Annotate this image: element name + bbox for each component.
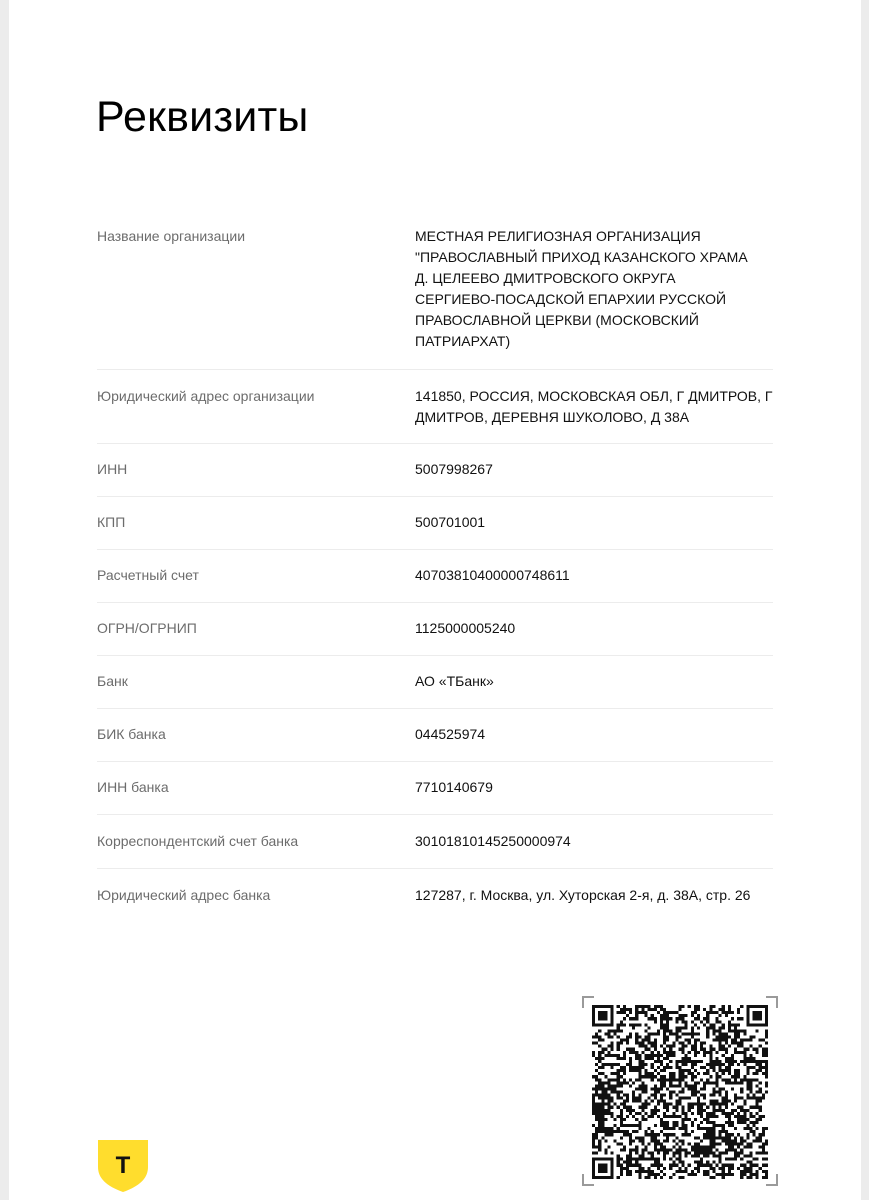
row-inn	[97, 444, 773, 497]
row-value: 500701001	[415, 514, 486, 530]
row-value: 30101810145250000974	[415, 833, 571, 849]
row-organization-name	[97, 214, 773, 370]
row-legal-address	[97, 370, 773, 444]
row-value	[415, 386, 773, 443]
row-ogrn	[97, 603, 773, 656]
value-line: ПРАВОСЛАВНОЙ ЦЕРКВИ (МОСКОВСКИЙ	[415, 312, 699, 328]
requisites-page	[9, 0, 861, 1200]
value-line: Д. ЦЕЛЕЕВО ДМИТРОВСКОГО ОКРУГА	[415, 270, 676, 286]
requisites-table	[97, 214, 773, 929]
row-value: 044525974	[415, 726, 486, 742]
value-line: ПАТРИАРХАТ)	[415, 333, 511, 349]
row-label: Корреспондентский счет банка	[97, 833, 299, 849]
qr-modules	[592, 1005, 768, 1179]
row-bank	[97, 656, 773, 709]
row-kpp	[97, 497, 773, 550]
qr-finder-pattern	[746, 1005, 768, 1026]
row-label: КПП	[97, 514, 126, 530]
row-label: Название организации	[97, 228, 246, 244]
row-bank-inn	[97, 762, 773, 815]
row-value: 5007998267	[415, 461, 493, 477]
row-bik	[97, 709, 773, 762]
row-value: 7710140679	[415, 779, 493, 795]
row-label: Юридический адрес банка	[97, 887, 271, 903]
qr-code-icon	[592, 1005, 768, 1179]
value-line: МЕСТНАЯ РЕЛИГИОЗНАЯ ОРГАНИЗАЦИЯ	[415, 228, 701, 244]
value-line: ДМИТРОВ, ДЕРЕВНЯ ШУКОЛОВО, Д 38А	[415, 409, 690, 425]
tbank-logo-icon	[98, 1140, 148, 1192]
row-correspondent-account	[97, 815, 773, 869]
row-value	[415, 226, 773, 369]
row-bank-address	[97, 869, 773, 929]
row-value: 127287, г. Москва, ул. Хуторская 2-я, д. 38А, стр. 26	[415, 887, 751, 903]
row-label: ИНН банка	[97, 779, 169, 795]
logo-letter: Т	[115, 1152, 131, 1179]
row-label: Юридический адрес организации	[97, 388, 315, 404]
qr-code	[582, 996, 778, 1186]
row-value: 40703810400000748611	[415, 567, 570, 583]
value-line: СЕРГИЕВО-ПОСАДСКОЙ ЕПАРХИИ РУССКОЙ	[415, 291, 727, 307]
value-line: 141850, РОССИЯ, МОСКОВСКАЯ ОБЛ, Г ДМИТРОВ, Г	[415, 388, 773, 404]
row-label: ОГРН/ОГРНИП	[97, 620, 197, 636]
row-label: Банк	[97, 673, 128, 689]
row-label: БИК банка	[97, 726, 166, 742]
row-label: ИНН	[97, 461, 128, 477]
qr-finder-pattern	[592, 1158, 614, 1179]
row-value: 1125000005240	[415, 620, 516, 636]
page-title: Реквизиты	[96, 93, 309, 141]
row-settlement-account	[97, 550, 773, 603]
value-line: "ПРАВОСЛАВНЫЙ ПРИХОД КАЗАНСКОГО ХРАМА	[415, 249, 748, 265]
row-label: Расчетный счет	[97, 567, 199, 583]
qr-finder-pattern	[592, 1005, 614, 1026]
row-value: АО «ТБанк»	[415, 673, 494, 689]
